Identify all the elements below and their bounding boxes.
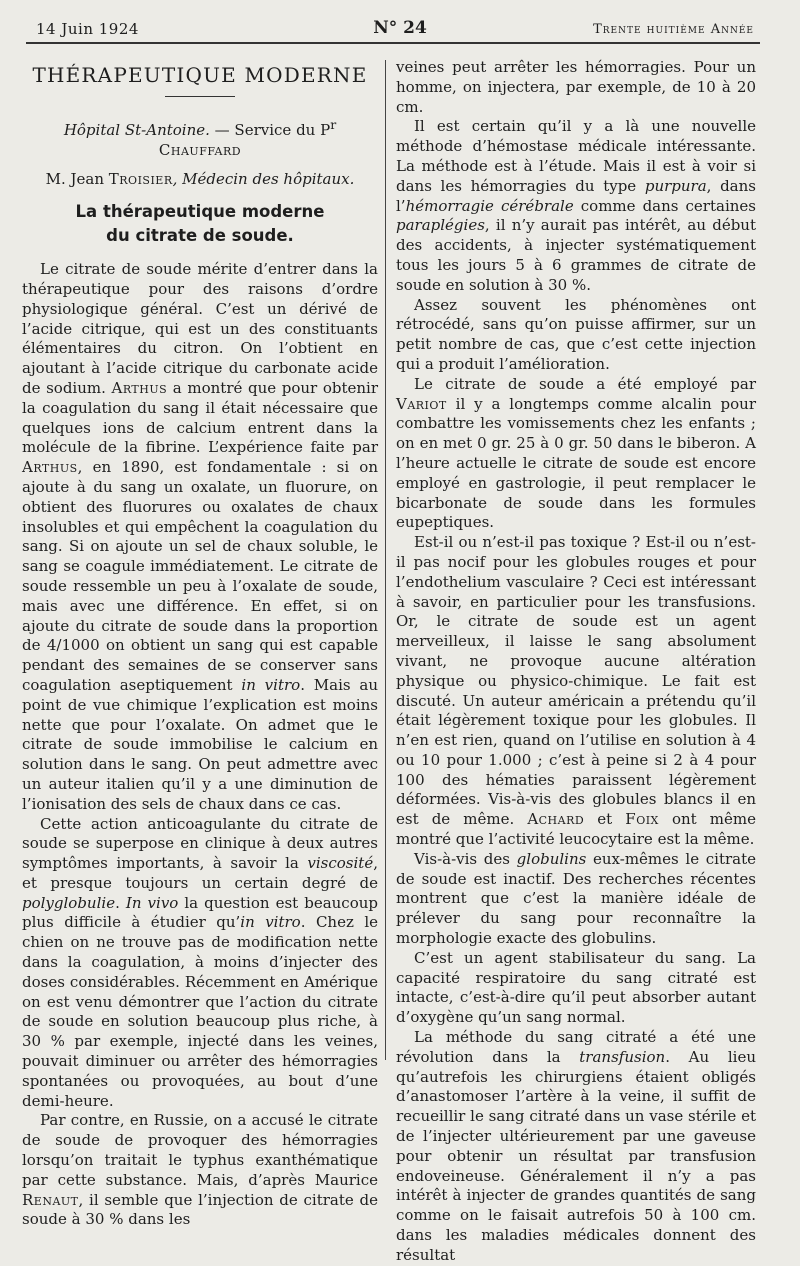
text-run: Il est certain qu’il y a là une nouvelle méthode d’hémostase médicale intéressante. La méthode est à l’étude. Mais il est à voir si dans les hémorragies du type [396, 117, 756, 195]
text-run: il y a longtemps comme alcalin pour combattre les vomissements chez les enfants ; on en met 0 gr. 25 à 0 gr. 50 dans le biberon. A l’heure actuelle le citrate de soude est encore employé en gastrologie, il peut remplacer le bicarbonate de soude dans les formules eupeptiques. [396, 394, 756, 532]
author-line [22, 170, 378, 190]
publication-year: Trente huitième Année [593, 22, 754, 37]
service-sup: r [330, 116, 337, 132]
hospital-name: Hôpital St-Antoine. [63, 120, 210, 139]
title-rule [165, 96, 235, 97]
text-run: ont même montré que l’activité leucocytaire est la même. [396, 810, 756, 849]
left-column [22, 58, 378, 1230]
italic-term: in vitro [240, 913, 301, 932]
paragraph: C’est un agent stabilisateur du sang. La capacité respiratoire du sang citraté est intacte, c’est-à-dire qu’il peut absorber autant d’oxygène qu’un sang normal. [396, 948, 756, 1027]
right-column [396, 58, 756, 1266]
italic-term: In vivo [125, 893, 179, 912]
text-run: la question est beaucoup plus difficile à étudier qu’ [22, 893, 378, 932]
author-ref: Foix [625, 810, 659, 829]
text-run: Le citrate de soude a été employé par [414, 374, 756, 393]
hospital-line [22, 115, 378, 161]
text-run: Le citrate de soude mérite d’entrer dans la thérapeutique pour des raisons d’ordre physiologique général. C’est un dérivé de l’acide citrique, qui est un des constituants élémentaires du citron. On l’obtient en ajoutant à l’acide citrique du carbonate acide de sodium. [22, 260, 378, 397]
text-run: , il n’y aurait pas intérêt, au début des accidents, à injecter systématiquement tous les jours 5 à 6 grammes de citrate de soude en solution à 30 %. [396, 216, 756, 294]
author-ref: Arthus [22, 458, 78, 477]
paragraph: veines peut arrêter les hémorragies. Pour un homme, on injectera, par exemple, de 10 à 20 cm. [396, 58, 756, 116]
paragraph [396, 533, 756, 850]
author-prefix: M. Jean [45, 170, 109, 189]
paragraph [22, 260, 378, 814]
column-divider [385, 60, 386, 1060]
paragraph [396, 117, 756, 295]
author-ref: Achard [527, 810, 585, 829]
paragraph [396, 375, 756, 533]
italic-term: globulins [516, 849, 587, 868]
issue-number: N° 24 [373, 18, 427, 38]
italic-term: hémorragie cérébrale [405, 196, 574, 215]
service-text: — Service du P [209, 120, 331, 139]
text-run: et [584, 810, 626, 829]
header-rule [26, 42, 760, 44]
italic-term: transfusion [579, 1047, 666, 1066]
article-title-line2: du citrate de soude. [106, 226, 294, 246]
text-run: comme dans certaines [573, 196, 756, 215]
section-title: THÉRAPEUTIQUE MODERNE [32, 63, 368, 87]
text-run: Est-il ou n’est-il pas toxique ? Est-il ou n’est-il pas nocif pour les globules rouges et pour l’endothelium vasculaire ? Ceci est intéressant à savoir, en particulier pour les transfusions. Or, le citrate de soude est un agent merveilleux, il laisse le sang absolument vivant, ne provoque aucune altération physique ou physico-chimique. Le fait est discuté. Un auteur américain a prétendu qu’il était légèrement toxique pour les globules. Il n’en est rien, quand on l’utilise en solution à 4 ou 10 pour 1.000 ; c’est à peine si 2 à 4 pour 100 des hématies paraissent légèrement déformées. Vis-à-vis des globules blancs il en est de même. [396, 533, 756, 829]
author-title: , Médecin des hôpitaux. [172, 170, 355, 189]
text-run: , en 1890, est fondamentale : si on ajoute à du sang un oxalate, un fluorure, on obtient des fluorures ou oxalates de chaux insolubles et qui empêchent la coagulation du sang. Si on ajoute un sel de chaux soluble, le sang se coagule immédiatement. Le citrate de soude ressemble un peu à l’oxalate de soude, mais avec une différence. En effet, si on ajoute du citrate de soude dans la proportion de 4/1000 on obtient un sang qui est capable pendant des semaines de se conserver sans coagulation aseptiquement [22, 458, 378, 694]
italic-term: polyglobulie [22, 893, 116, 912]
text-run: , et presque toujours un certain degré de [22, 854, 378, 892]
text-run: . Au lieu qu’autrefois les chirurgiens étaient obligés d’anastomoser l’artère à la veine, il suffit de recueillir le sang citraté dans un vase stérile et de l’injecter ultérieurement par une gaveuse pour obtenir un résultat par transfusion endoveineuse. Généralement il n’y a pas intérêt à injecter de grandes quantités de sang comme on le faisait autrefois 50 à 100 cm. dans les maladies médicales donnent des résultat [396, 1047, 756, 1264]
text-run: . Mais au point de vue chimique l’explication est moins nette que pour l’oxalate. On admet que le citrate de soude immobilise le calcium en solution dans le sang. On peut admettre avec un auteur italien qu’il y a une diminution de l’ionisation des sels de chaux dans ce cas. [22, 675, 378, 813]
author-ref: Arthus [111, 378, 168, 397]
italic-term: paraplégies [396, 216, 485, 235]
text-run: a montré que pour obtenir la coagulation du sang il était nécessaire que quelques ions de calcium entrent dans la molécule de la fibrine. L’expérience faite par [22, 378, 379, 457]
author-name: Troisier [108, 170, 173, 189]
page-header [0, 0, 800, 46]
italic-term: in vitro [241, 675, 301, 694]
italic-term: viscosité [307, 854, 374, 873]
text-run: eux-mêmes le citrate de soude est inactif. Des recherches récentes montrent que c’est la manière idéale de prélever du sang pour reconnaître la morphologie exacte des globulins. [396, 849, 756, 948]
paragraph [396, 850, 756, 949]
text-run: , il semble que l’injection de citrate de soude à 30 % dans les [22, 1190, 378, 1229]
issue-date: 14 Juin 1924 [36, 20, 139, 38]
author-ref: Renaut [22, 1190, 79, 1209]
text-run: . Chez le chien on ne trouve pas de modification nette dans la coagulation, à moins d’injecter des doses considérables. Récemment en Amérique on est venu démontrer que l’action du citrate de soude en solution beaucoup plus riche, à 30 % par exemple, injecté dans les veines, pouvait diminuer ou arrêter des hémorragies spontanées ou provoquées, au bout d’une demi-heure. [22, 913, 378, 1110]
author-ref: Variot [396, 394, 447, 413]
text-run: , dans l’ [396, 176, 756, 215]
paragraph: Assez souvent les phénomènes ont rétrocédé, sans qu’on puisse affirmer, sur un petit nombre de cas, que c’est cette injection qui a produit l’amélioration. [396, 295, 756, 373]
text-run: Cette action anticoagulante du citrate de soude se superpose en clinique à deux autres symptômes importants, à savoir la [22, 814, 378, 873]
paragraph [22, 1111, 378, 1230]
article-title [22, 200, 378, 248]
text-run: Par contre, en Russie, on a accusé le citrate de soude de provoquer des hémorragies lorsqu’on traitait le typhus exanthématique par cette substance. Mais, d’après Maurice [22, 1111, 378, 1189]
article-title-line1: La thérapeutique moderne [75, 202, 325, 222]
text-run: La méthode du sang citraté a été une révolution dans la [396, 1028, 756, 1066]
paragraph [22, 815, 378, 1112]
chief-name: Chauffard [158, 140, 242, 159]
text-run: . [115, 893, 126, 912]
paragraph [396, 1028, 756, 1266]
text-run: Vis-à-vis des [414, 849, 517, 868]
italic-term: purpura [644, 176, 707, 195]
